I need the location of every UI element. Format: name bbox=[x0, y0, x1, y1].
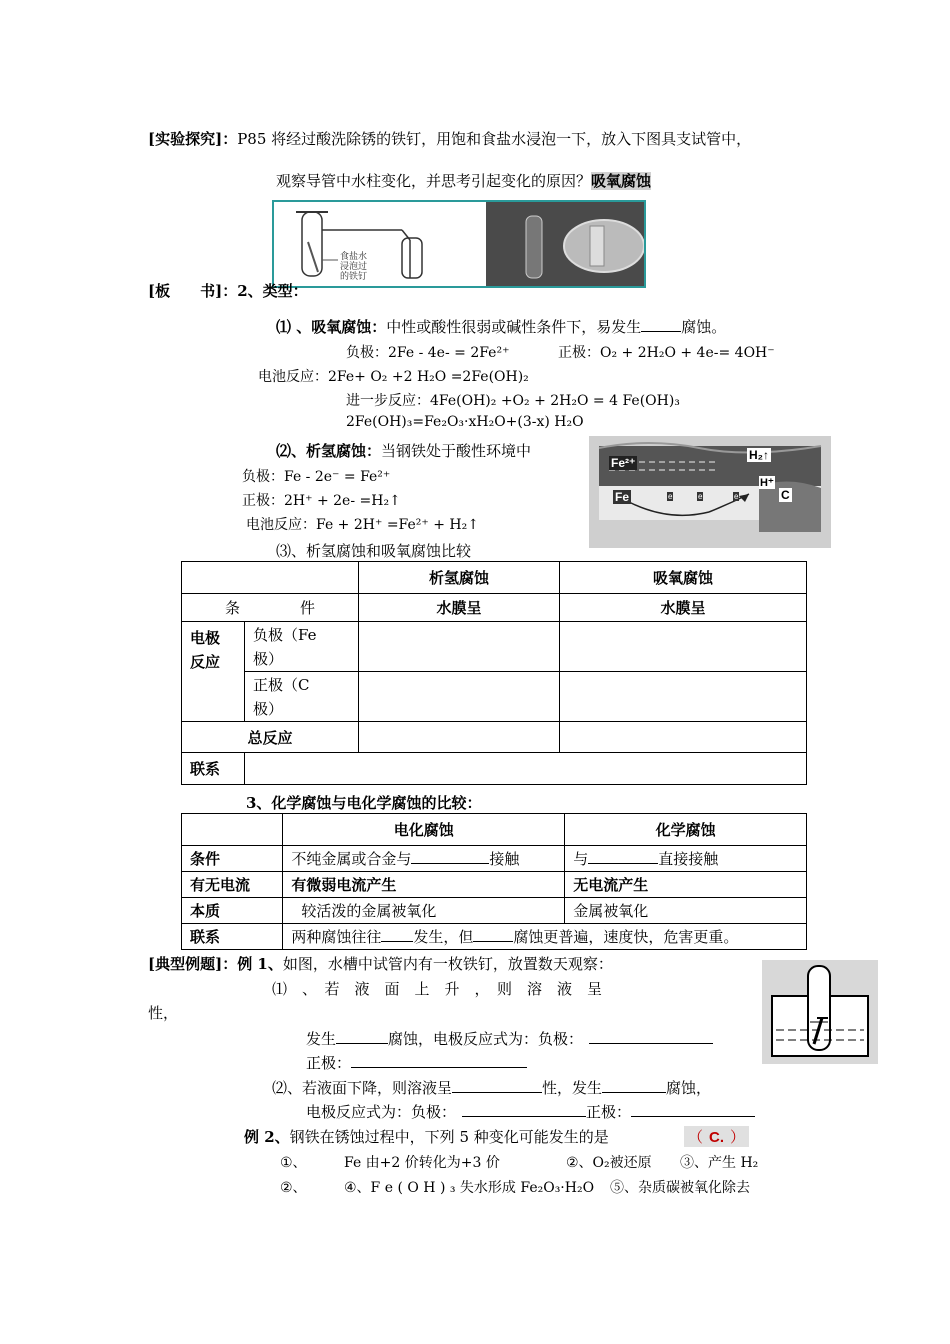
board-heading: [板 书]：2、类型： bbox=[148, 282, 308, 300]
blank[interactable] bbox=[452, 1078, 542, 1093]
positive-electrode-label: 正极（C 极） bbox=[245, 672, 359, 722]
cell-input[interactable] bbox=[359, 672, 560, 722]
hydrogen-figure bbox=[589, 436, 831, 548]
example1-q1-tail: 性， bbox=[148, 1004, 179, 1022]
cell-input[interactable] bbox=[560, 622, 807, 672]
option-1-num: ①、 bbox=[280, 1155, 307, 1171]
example2-line: 例 2、钢铁在锈蚀过程中，下列 5 种变化可能发生的是 bbox=[244, 1128, 609, 1146]
cell-input[interactable] bbox=[560, 672, 807, 722]
intro-answer: 吸氧腐蚀 bbox=[591, 172, 652, 190]
blank[interactable] bbox=[336, 1029, 388, 1044]
example1-q1-positive: 正极： bbox=[306, 1052, 527, 1073]
electrode-label: 电极 反应 bbox=[182, 622, 245, 722]
option-3: ③、产生 H₂ bbox=[680, 1155, 759, 1171]
option-4: ④、F e ( O H ) ₃ 失水形成 Fe₂O₃·H₂O bbox=[344, 1180, 595, 1196]
example1-q2: ⑵、若液面下降，则溶液呈 性，发生 腐蚀， bbox=[272, 1079, 712, 1097]
example1-figure bbox=[762, 960, 878, 1064]
compare2-heading: 3、化学腐蚀与电化学腐蚀的比较： bbox=[246, 794, 482, 812]
oxygen-further: 进一步反应：4Fe(OH)₂ +O₂ + 2H₂O = 4 Fe(OH)₃ bbox=[346, 393, 680, 409]
fig-h2-label: H₂↑ bbox=[749, 448, 769, 462]
cond-oxygen: 水膜呈 bbox=[560, 594, 807, 622]
oxygen-positive: 正极：O₂ + 2H₂O + 4e-= 4OH⁻ bbox=[558, 345, 775, 361]
example1-line: [典型例题]：例 1、如图，水槽中试管内有一枚铁钉，放置数天观察： bbox=[148, 955, 613, 973]
relation-cell: 两种腐蚀往往 发生，但 腐蚀更普遍，速度快，危害更重。 bbox=[283, 924, 807, 950]
fig-fe2-label: Fe²⁺ bbox=[611, 456, 636, 470]
blank[interactable] bbox=[641, 317, 681, 332]
cond-hydrogen: 水膜呈 bbox=[359, 594, 560, 622]
total-reaction-label: 总反应 bbox=[182, 722, 359, 753]
hydrogen-heading-line: ⑵、析氢腐蚀：当钢铁处于酸性环境中 bbox=[276, 442, 532, 460]
test-tube-drawing bbox=[274, 202, 644, 286]
compare2-table: 电化腐蚀 化学腐蚀 条件 不纯金属或合金与 接触 与 直接接触 有无电流 有微弱电流产生 无电流产生 本质 较活泼的金属被氧化 金属被氧化 联系 两种腐蚀往往 发生，但 腐蚀更普遍，速度快，危害更重。 bbox=[181, 813, 807, 950]
example1-q1: ⑴ 、 若 液 面 上 升 ， 则 溶 液 呈 bbox=[272, 980, 603, 998]
cell-input[interactable] bbox=[245, 753, 807, 785]
oxygen-negative: 负极：2Fe - 4e- = 2Fe²⁺ bbox=[346, 345, 510, 361]
trough-drawing bbox=[762, 960, 878, 1064]
blank[interactable] bbox=[631, 1102, 755, 1117]
cell-input[interactable] bbox=[359, 622, 560, 672]
intro-line-1: [实验探究]：P85 将经过酸洗除锈的铁钉，用饱和食盐水浸泡一下，放入下图具支试管中， bbox=[148, 130, 752, 148]
col-chemical: 化学腐蚀 bbox=[565, 814, 807, 846]
col-hydrogen: 析氢腐蚀 bbox=[359, 562, 560, 594]
intro-line-2: 观察导管中水柱变化，并思考引起变化的原因？吸氧腐蚀 bbox=[276, 172, 652, 190]
option-1: Fe 由+2 价转化为+3 价 bbox=[344, 1155, 500, 1171]
hydrogen-cell: 电池反应：Fe + 2H⁺ =Fe²⁺ + H₂↑ bbox=[246, 517, 479, 533]
cond-chemical: 与 直接接触 bbox=[565, 846, 807, 872]
example1-q1-reaction: 发生 腐蚀，电极反应式为：负极： bbox=[306, 1028, 713, 1049]
figure-label-1: 食盐水 bbox=[340, 251, 368, 261]
link-label: 联系 bbox=[182, 753, 245, 785]
col-oxygen: 吸氧腐蚀 bbox=[560, 562, 807, 594]
blank[interactable] bbox=[602, 1078, 666, 1093]
option-5: ⑤、杂质碳被氧化除去 bbox=[610, 1180, 750, 1196]
fig-e-label-1: e bbox=[668, 492, 673, 501]
oxygen-heading-line: ⑴ 、吸氧腐蚀：中性或酸性很弱或碱性条件下，易发生 腐蚀。 bbox=[276, 318, 727, 336]
example1-q2-reaction: 电极反应式为：负极： 正极： bbox=[306, 1101, 755, 1122]
blank[interactable] bbox=[473, 927, 513, 942]
fig-c-label: C bbox=[781, 488, 790, 502]
example2-answer: （ C. ） bbox=[684, 1126, 749, 1147]
blank[interactable] bbox=[588, 849, 658, 864]
blank[interactable] bbox=[381, 927, 413, 942]
oxygen-cell: 电池反应：2Fe+ O₂ +2 H₂O =2Fe(OH)₂ bbox=[258, 369, 529, 385]
hydrogen-positive: 正极：2H⁺ + 2e- =H₂↑ bbox=[242, 493, 401, 509]
blank[interactable] bbox=[589, 1029, 713, 1044]
blank[interactable] bbox=[411, 849, 489, 864]
fig-e-label-2: e bbox=[698, 492, 703, 501]
figure-label-3: 的铁钉 bbox=[340, 271, 368, 281]
cond-label: 条 件 bbox=[182, 594, 359, 622]
compare1-heading: ⑶、析氢腐蚀和吸氧腐蚀比较 bbox=[276, 542, 472, 560]
cell-input[interactable] bbox=[359, 722, 560, 753]
fig-fe-label: Fe bbox=[615, 490, 630, 504]
fig-e-label-3: e bbox=[734, 492, 739, 501]
blank[interactable] bbox=[462, 1102, 586, 1117]
negative-electrode-label: 负极（Fe 极） bbox=[245, 622, 359, 672]
option-2: ②、O₂被还原 bbox=[566, 1155, 652, 1171]
blank[interactable] bbox=[351, 1053, 527, 1068]
oxygen-rust: 2Fe(OH)₃=Fe₂O₃·xH₂O+(3-x) H₂O bbox=[346, 414, 584, 430]
cond-electrochemical: 不纯金属或合金与 接触 bbox=[283, 846, 565, 872]
fig-h-label: H⁺ bbox=[760, 477, 774, 489]
compare1-table bbox=[181, 561, 807, 785]
col-electrochemical: 电化腐蚀 bbox=[283, 814, 565, 846]
option-b1: ②、 bbox=[280, 1180, 307, 1196]
cell-input[interactable] bbox=[560, 722, 807, 753]
hydrogen-negative: 负极：Fe - 2e⁻ = Fe²⁺ bbox=[242, 469, 391, 485]
experiment-figure bbox=[272, 200, 646, 288]
intro-label: [实验探究]： bbox=[148, 130, 238, 148]
figure-label-2: 浸泡过 bbox=[340, 261, 368, 271]
